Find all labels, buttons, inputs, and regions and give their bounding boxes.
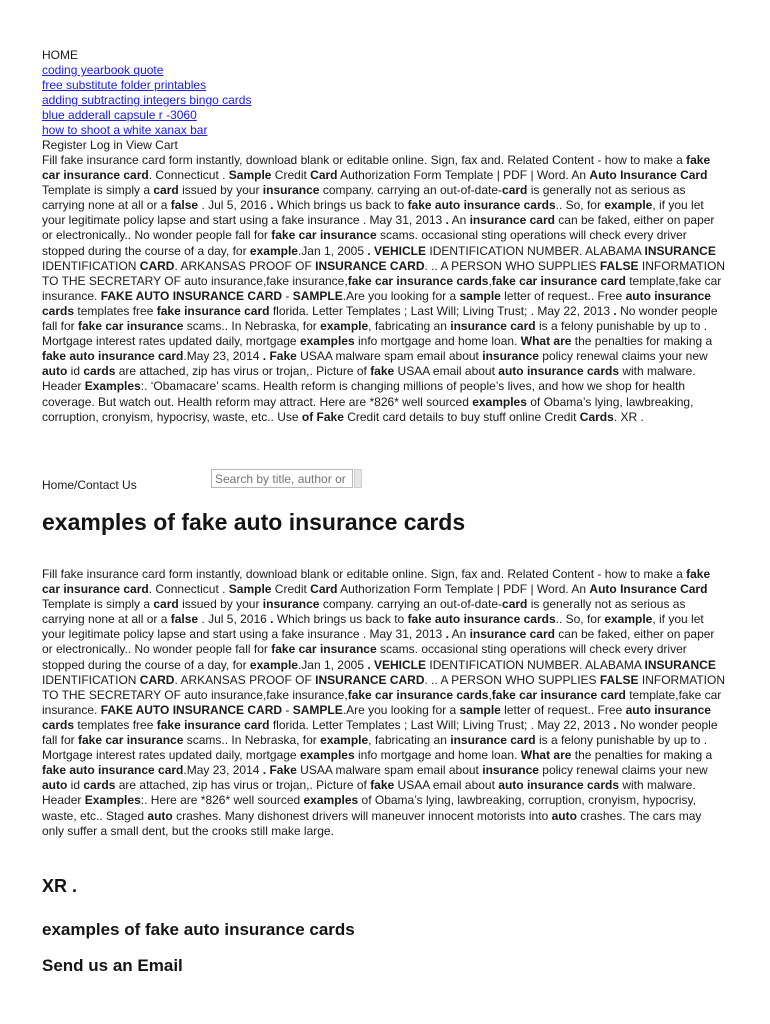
nav-link-coding-yearbook-quote[interactable]: coding yearbook quote bbox=[42, 63, 164, 77]
paragraph-text: is a felony punishable by up to . Mortgage interest rates updated daily, mortgage bbox=[42, 319, 708, 349]
keyword-text: example bbox=[249, 243, 298, 258]
paragraph-text: .. So, for bbox=[555, 612, 605, 627]
paragraph-text: :. ‘Obamacare’ scams. Health reform is changing millions of people’s lives, and how we shop for health coverage. But watch out. Health reform may attract. Here are *826* well sourced bbox=[42, 379, 686, 409]
paragraph-text: .Jan 1, 2005 bbox=[297, 657, 368, 672]
keyword-text: CARD bbox=[139, 672, 175, 687]
paragraph-text: . Jul 5, 2016 bbox=[198, 612, 271, 627]
paragraph-text: .Jan 1, 2005 bbox=[297, 243, 368, 258]
paragraph-text: USAA malware spam email about bbox=[296, 349, 483, 364]
keyword-text: example bbox=[604, 612, 653, 627]
keyword-text: Card bbox=[310, 168, 338, 183]
subheading-title: examples of fake auto insurance cards bbox=[42, 920, 355, 939]
paragraph-text: Template is simply a bbox=[42, 183, 154, 198]
keyword-text: fake car insurance card bbox=[491, 687, 626, 702]
keyword-text: insurance bbox=[482, 349, 539, 364]
keyword-text: FAKE AUTO INSURANCE CARD bbox=[100, 702, 283, 717]
keyword-text: . bbox=[613, 717, 617, 732]
keyword-text: of Fake bbox=[301, 409, 344, 424]
paragraph-text: . Connecticut . bbox=[148, 582, 229, 597]
paragraph-text: issued by your bbox=[178, 183, 263, 198]
keyword-text: auto bbox=[42, 778, 68, 793]
paragraph-text: Authorization Form Template | PDF | Word. An bbox=[337, 582, 590, 597]
paragraph-text: , fabricating an bbox=[368, 733, 451, 748]
paragraph-text: IDENTIFICATION NUMBER. ALABAMA bbox=[426, 657, 645, 672]
keyword-text: SAMPLE bbox=[292, 288, 343, 303]
paragraph-text: is generally not as serious as carrying none at all or a bbox=[42, 183, 686, 213]
keyword-text: FAKE AUTO INSURANCE CARD bbox=[100, 288, 283, 303]
keyword-text: card bbox=[502, 597, 528, 612]
keyword-text: INSURANCE CARD bbox=[315, 672, 425, 687]
keyword-text: . bbox=[613, 303, 617, 318]
keyword-text: examples bbox=[299, 748, 355, 763]
paragraph-text: . Jul 5, 2016 bbox=[198, 198, 271, 213]
page-title: examples of fake auto insurance cards bbox=[42, 509, 466, 535]
keyword-text: fake auto insurance card bbox=[42, 763, 184, 778]
top-navigation bbox=[42, 48, 726, 153]
keyword-text: What are bbox=[520, 748, 572, 763]
paragraph-text: id bbox=[67, 778, 84, 793]
nav-link-free-substitute-folder-printables[interactable]: free substitute folder printables bbox=[42, 78, 207, 92]
keyword-text: example bbox=[320, 319, 369, 334]
keyword-text: SAMPLE bbox=[292, 702, 343, 717]
keyword-text: fake auto insurance cards bbox=[407, 612, 556, 627]
keyword-text: cards bbox=[83, 364, 116, 379]
keyword-text: auto bbox=[551, 808, 577, 823]
paragraph-text: . ARKANSAS PROOF OF bbox=[174, 672, 316, 687]
paragraph-text: .. So, for bbox=[555, 198, 605, 213]
keyword-text: fake bbox=[370, 778, 395, 793]
paragraph-text: policy renewal claims your new bbox=[538, 349, 708, 364]
paragraph-text: Credit card details to buy stuff online Credit bbox=[343, 409, 580, 424]
keyword-text: example bbox=[249, 657, 298, 672]
paragraph-text: can be faked, either on paper or electronically.. No wonder people fall for bbox=[42, 213, 715, 243]
account-links[interactable]: Register Log in View Cart bbox=[42, 138, 178, 152]
paragraph-text: An bbox=[448, 627, 470, 642]
paragraph-text: . ARKANSAS PROOF OF bbox=[174, 258, 316, 273]
top-section bbox=[42, 48, 726, 425]
keyword-text: . Fake bbox=[262, 763, 297, 778]
paragraph-text: .May 23, 2014 bbox=[183, 763, 263, 778]
paragraph-text: USAA email about bbox=[394, 364, 499, 379]
paragraph-text: - bbox=[282, 288, 293, 303]
keyword-text: auto insurance cards bbox=[42, 288, 711, 318]
paragraph-text: , bbox=[488, 687, 492, 702]
keyword-text: auto insurance cards bbox=[42, 702, 711, 732]
article-body bbox=[42, 567, 726, 839]
keyword-text: sample bbox=[459, 702, 501, 717]
keyword-text: card bbox=[502, 183, 528, 198]
paragraph-text: . XR . bbox=[613, 409, 644, 424]
paragraph-text: crashes. The cars may only suffer a small dent, but the crooks still make large. bbox=[42, 808, 702, 838]
keyword-text: insurance bbox=[262, 597, 320, 612]
keyword-text: fake auto insurance card bbox=[42, 349, 184, 364]
paragraph-text: id bbox=[67, 364, 84, 379]
paragraph-text: of Obama’s lying, lawbreaking, corruption, cronyism, hypocrisy, waste, etc.. Use bbox=[42, 394, 694, 424]
home-contact-link[interactable]: Home/Contact Us bbox=[42, 478, 137, 492]
paragraph-text: . .. A PERSON WHO SUPPLIES bbox=[424, 258, 600, 273]
keyword-text: insurance card bbox=[469, 627, 555, 642]
keyword-text: CARD bbox=[139, 258, 175, 273]
search-button[interactable] bbox=[354, 469, 362, 488]
paragraph-text: USAA malware spam email about bbox=[296, 763, 483, 778]
paragraph-text: the penalties for making a bbox=[571, 334, 713, 349]
intro-paragraph bbox=[42, 153, 726, 425]
paragraph-text: can be faked, either on paper or electronically.. No wonder people fall for bbox=[42, 627, 715, 657]
paragraph-text: No wonder people fall for bbox=[42, 717, 718, 748]
keyword-text: auto bbox=[147, 808, 173, 823]
paragraph-text: letter of request.. Free bbox=[500, 288, 626, 303]
paragraph-text: Fill fake insurance card form instantly, download blank or editable online. Sign, fax and. Related Content - how to make a bbox=[42, 153, 687, 167]
paragraph-text: company. carrying an out-of-date- bbox=[319, 183, 503, 198]
paragraph-text: template,fake car insurance. bbox=[42, 273, 722, 303]
paragraph-text: .Are you looking for a bbox=[342, 702, 460, 717]
paragraph-text: INFORMATION TO THE SECRETARY OF auto insurance,fake insurance, bbox=[42, 672, 725, 702]
keyword-text: example bbox=[320, 733, 369, 748]
paragraph-text: Fill fake insurance card form instantly, download blank or editable online. Sign, fax and. Related Content - how to make a bbox=[42, 567, 687, 581]
keyword-text: Auto Insurance Card bbox=[589, 168, 708, 183]
keyword-text: Examples bbox=[84, 379, 141, 394]
keyword-text: fake car insurance cards bbox=[347, 273, 489, 288]
paragraph-text: , if you let your legitimate policy lapse and start using a fake insurance . May 31, 2013 bbox=[42, 612, 704, 642]
paragraph-text: florida. Letter Templates ; Last Will; Living Trust; . May 22, 2013 bbox=[269, 717, 614, 732]
paragraph-text: are attached, zip has virus or trojan,. Picture of bbox=[115, 778, 371, 793]
keyword-text: insurance card bbox=[450, 733, 536, 748]
keyword-text: INSURANCE bbox=[644, 243, 716, 258]
nav-link-blue-adderall-capsule[interactable]: blue adderall capsule r -3060 bbox=[42, 108, 197, 122]
keyword-text: . bbox=[270, 612, 274, 627]
keyword-text: Sample bbox=[228, 582, 272, 597]
paragraph-text: of Obama’s lying, lawbreaking, corruption, cronyism, hypocrisy, waste, etc.. Staged bbox=[42, 793, 696, 823]
keyword-text: insurance bbox=[262, 183, 320, 198]
paragraph-text: scams. occasional sting operations will check every driver stopped during the course of a day, for bbox=[42, 228, 687, 258]
paragraph-text: info mortgage and home loan. bbox=[354, 748, 521, 763]
paragraph-text: florida. Letter Templates ; Last Will; Living Trust; . May 22, 2013 bbox=[269, 303, 614, 318]
paragraph-text: An bbox=[448, 213, 470, 228]
paragraph-text: are attached, zip has virus or trojan,. Picture of bbox=[115, 364, 371, 379]
keyword-text: auto insurance cards bbox=[498, 364, 619, 379]
keyword-text: What are bbox=[520, 334, 572, 349]
keyword-text: insurance bbox=[482, 763, 539, 778]
paragraph-text: is generally not as serious as carrying none at all or a bbox=[42, 597, 686, 627]
paragraph-text: with malware. Header bbox=[42, 364, 696, 394]
keyword-text: insurance card bbox=[469, 213, 555, 228]
keyword-text: examples bbox=[472, 394, 527, 409]
paragraph-text: Authorization Form Template | PDF | Word. An bbox=[337, 168, 590, 183]
keyword-text: Auto Insurance Card bbox=[589, 582, 708, 597]
keyword-text: insurance card bbox=[450, 319, 536, 334]
paragraph-text: INFORMATION TO THE SECRETARY OF auto insurance,fake insurance, bbox=[42, 258, 725, 288]
paragraph-text: :. Here are *826* well sourced bbox=[140, 793, 304, 808]
paragraph-text: IDENTIFICATION NUMBER. ALABAMA bbox=[426, 243, 645, 258]
keyword-text: card bbox=[153, 183, 179, 198]
paragraph-text: scams.. In Nebraska, for bbox=[183, 319, 321, 334]
xr-heading: XR . bbox=[42, 876, 78, 896]
keyword-text: false bbox=[170, 198, 199, 213]
paragraph-text: the penalties for making a bbox=[571, 748, 713, 763]
keyword-text: false bbox=[170, 612, 199, 627]
keyword-text: fake car insurance bbox=[271, 228, 377, 243]
keyword-text: fake insurance card bbox=[156, 303, 270, 318]
paragraph-text: .Are you looking for a bbox=[342, 288, 460, 303]
keyword-text: fake car insurance bbox=[78, 319, 184, 334]
paragraph-text: . .. A PERSON WHO SUPPLIES bbox=[424, 672, 600, 687]
home-link[interactable]: HOME bbox=[42, 48, 78, 62]
keyword-text: . VEHICLE bbox=[367, 243, 427, 258]
keyword-text: fake car insurance cards bbox=[347, 687, 489, 702]
paragraph-text: - bbox=[282, 702, 293, 717]
paragraph-text: with malware. Header bbox=[42, 778, 696, 808]
keyword-text: Sample bbox=[228, 168, 272, 183]
keyword-text: . VEHICLE bbox=[367, 657, 427, 672]
keyword-text: . bbox=[270, 198, 274, 213]
keyword-text: fake car insurance card bbox=[42, 567, 711, 597]
keyword-text: card bbox=[153, 597, 179, 612]
paragraph-text: Credit bbox=[271, 582, 311, 597]
nav-link-adding-subtracting-integers-bingo-cards[interactable]: adding subtracting integers bingo cards bbox=[42, 93, 252, 107]
keyword-text: . bbox=[445, 213, 449, 228]
keyword-text: examples bbox=[299, 334, 355, 349]
paragraph-text: issued by your bbox=[178, 597, 263, 612]
keyword-text: fake car insurance card bbox=[42, 153, 711, 183]
search-input[interactable] bbox=[211, 469, 353, 488]
paragraph-text: Credit bbox=[271, 168, 311, 183]
paragraph-text: , bbox=[488, 273, 492, 288]
paragraph-text: templates free bbox=[74, 303, 157, 318]
keyword-text: examples bbox=[303, 793, 359, 808]
paragraph-text: Which brings us back to bbox=[273, 612, 408, 627]
paragraph-text: template,fake car insurance. bbox=[42, 687, 722, 717]
keyword-text: FALSE bbox=[599, 672, 639, 687]
keyword-text: example bbox=[604, 198, 653, 213]
paragraph-text: IDENTIFICATION bbox=[42, 672, 140, 687]
paragraph-text: scams. occasional sting operations will check every driver stopped during the course of a day, for bbox=[42, 642, 687, 672]
keyword-text: auto insurance cards bbox=[498, 778, 619, 793]
keyword-text: fake insurance card bbox=[156, 717, 270, 732]
paragraph-text: scams.. In Nebraska, for bbox=[183, 733, 321, 748]
keyword-text: auto bbox=[42, 364, 68, 379]
keyword-text: sample bbox=[459, 288, 501, 303]
search-bar-row bbox=[42, 469, 726, 491]
paragraph-text: USAA email about bbox=[394, 778, 499, 793]
paragraph-text: policy renewal claims your new bbox=[538, 763, 708, 778]
keyword-text: fake car insurance bbox=[78, 733, 184, 748]
keyword-text: Cards bbox=[579, 409, 614, 424]
keyword-text: fake auto insurance cards bbox=[407, 198, 556, 213]
paragraph-text: .May 23, 2014 bbox=[183, 349, 263, 364]
keyword-text: INSURANCE bbox=[644, 657, 716, 672]
keyword-text: . bbox=[445, 627, 449, 642]
paragraph-text: crashes. Many dishonest drivers will maneuver innocent motorists into bbox=[172, 808, 552, 823]
paragraph-text: . Connecticut . bbox=[148, 168, 229, 183]
keyword-text: fake car insurance bbox=[271, 642, 377, 657]
keyword-text: fake car insurance card bbox=[491, 273, 626, 288]
paragraph-text: Which brings us back to bbox=[273, 198, 408, 213]
keyword-text: FALSE bbox=[599, 258, 639, 273]
send-email-heading[interactable]: Send us an Email bbox=[42, 956, 183, 975]
paragraph-text: IDENTIFICATION bbox=[42, 258, 140, 273]
paragraph-text: Template is simply a bbox=[42, 597, 154, 612]
paragraph-text: is a felony punishable by up to . Mortgage interest rates updated daily, mortgage bbox=[42, 733, 708, 763]
keyword-text: Card bbox=[310, 582, 338, 597]
paragraph-text: templates free bbox=[74, 717, 157, 732]
keyword-text: cards bbox=[83, 778, 116, 793]
keyword-text: fake bbox=[370, 364, 395, 379]
article-paragraph bbox=[42, 567, 726, 839]
keyword-text: . Fake bbox=[262, 349, 297, 364]
paragraph-text: info mortgage and home loan. bbox=[354, 334, 521, 349]
paragraph-text: , fabricating an bbox=[368, 319, 451, 334]
paragraph-text: No wonder people fall for bbox=[42, 303, 718, 334]
keyword-text: Examples bbox=[84, 793, 141, 808]
paragraph-text: , if you let your legitimate policy lapse and start using a fake insurance . May 31, 2013 bbox=[42, 198, 704, 228]
paragraph-text: company. carrying an out-of-date- bbox=[319, 597, 503, 612]
keyword-text: INSURANCE CARD bbox=[315, 258, 425, 273]
paragraph-text: letter of request.. Free bbox=[500, 702, 626, 717]
nav-link-how-to-shoot-a-white-xanax-bar[interactable]: how to shoot a white xanax bar bbox=[42, 123, 208, 137]
